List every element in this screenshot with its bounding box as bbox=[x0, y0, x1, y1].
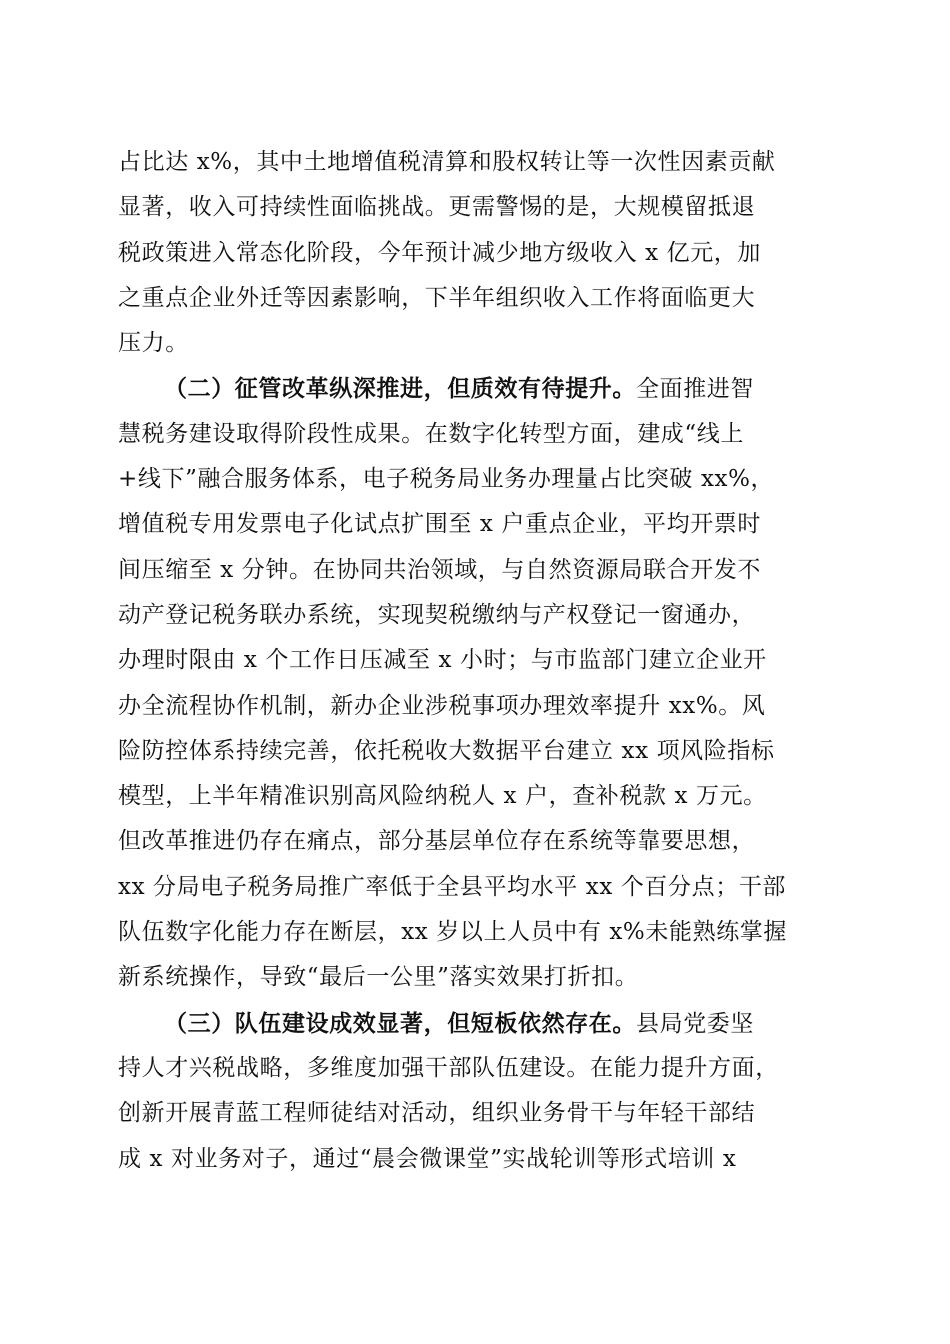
text-line: 税政策进入常态化阶段，今年预计减少地方级收入 x 亿元，加 bbox=[118, 239, 761, 266]
text-line: 占比达 x%，其中土地增值税清算和股权转让等一次性因素贡献 bbox=[118, 149, 776, 175]
text-line: 持人才兴税战略，多维度加强干部队伍建设。在能力提升方面， bbox=[118, 1054, 779, 1081]
paragraph-revenue-pressure bbox=[118, 140, 824, 366]
text-line: 队伍数字化能力存在断层，xx 岁以上人员中有 x%未能熟练掌握 bbox=[118, 919, 787, 946]
text-line: 间压缩至 x 分钟。在协同共治领域，与自然资源局联合开发不 bbox=[118, 556, 761, 583]
text-line: 险防控体系持续完善，依托税收大数据平台建立 xx 项风险指标 bbox=[118, 737, 775, 764]
paragraph-first-line bbox=[118, 1001, 824, 1046]
text-run: 县局党委坚 bbox=[636, 1010, 754, 1037]
text-line: +线下”融合服务体系，电子税务局业务办理量占比突破 xx%， bbox=[118, 466, 775, 493]
text-line: 慧税务建设取得阶段性成果。在数字化转型方面，建成“线上 bbox=[118, 420, 744, 447]
text-line: 之重点企业外迁等因素影响，下半年组织收入工作将面临更大 bbox=[118, 284, 756, 311]
paragraph-collection-reform bbox=[118, 366, 824, 1000]
text-line: 办全流程协作机制，新办企业涉税事项办理效率提升 xx%。风 bbox=[118, 692, 766, 719]
text-line: 办理时限由 x 个工作日压减至 x 小时；与市监部门建立企业开 bbox=[118, 647, 767, 674]
text-line: 新系统操作，导致“最后一公里”落实效果打折扣。 bbox=[118, 964, 639, 991]
text-run: 全面推进智 bbox=[636, 376, 754, 403]
text-line: 显著，收入可持续性面临挑战。更需警惕的是，大规模留抵退 bbox=[118, 194, 756, 221]
text-line: 创新开展青蓝工程师徒结对活动，组织业务骨干与年轻干部结 bbox=[118, 1100, 756, 1127]
text-line: 压力。 bbox=[118, 330, 189, 357]
text-line: 成 x 对业务对子，通过“晨会微课堂”实战轮训等形式培训 x bbox=[118, 1145, 737, 1172]
text-line: 模型，上半年精准识别高风险纳税人 x 户，查补税款 x 万元。 bbox=[118, 783, 767, 810]
paragraph-team-building bbox=[118, 1001, 824, 1182]
paragraph-first-line bbox=[118, 366, 824, 411]
document-body bbox=[118, 140, 824, 1182]
section-heading: （二）征管改革纵深推进，但质效有待提升。 bbox=[164, 375, 636, 403]
text-line: 但改革推进仍存在痛点，部分基层单位存在系统等靠要思想， bbox=[118, 828, 756, 855]
text-line: xx 分局电子税务局推广率低于全县平均水平 xx 个百分点；干部 bbox=[118, 873, 787, 900]
section-heading: （三）队伍建设成效显著，但短板依然存在。 bbox=[164, 1009, 636, 1037]
text-line: 动产登记税务联办系统，实现契税缴纳与产权登记一窗通办， bbox=[118, 601, 756, 628]
text-line: 增值税专用发票电子化试点扩围至 x 户重点企业，平均开票时 bbox=[118, 511, 761, 538]
